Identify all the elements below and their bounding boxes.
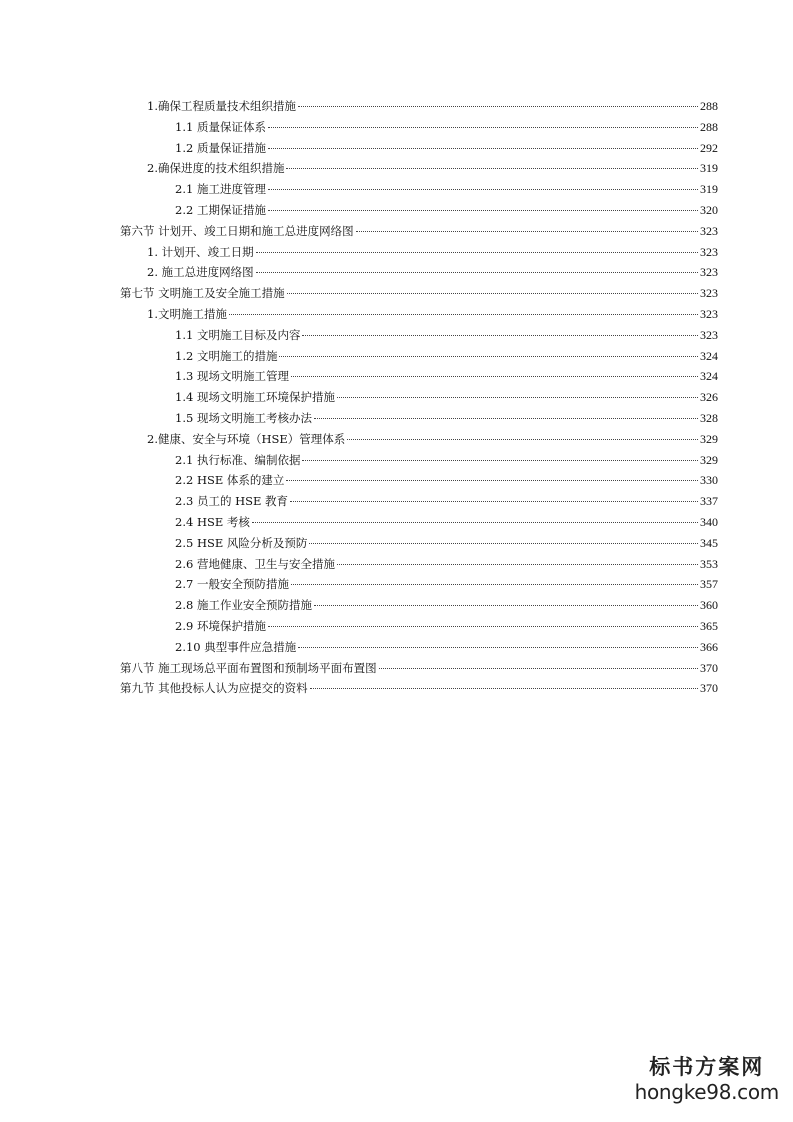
toc-entry-page: 323 — [700, 286, 718, 301]
toc-entry-title: 2.9 环境保护措施 — [175, 618, 266, 633]
toc-entry-page: 292 — [700, 140, 718, 155]
toc-entry[interactable] — [120, 512, 718, 533]
toc-section[interactable] — [120, 658, 718, 679]
toc-entry-title: 2.1 执行标准、编制依据 — [175, 452, 301, 467]
toc-entry[interactable] — [120, 616, 718, 637]
toc-entry-page: 326 — [700, 390, 718, 405]
toc-entry-title: 2.健康、安全与环境（HSE）管理体系 — [147, 431, 346, 446]
toc-entry-page: 329 — [700, 431, 718, 446]
toc-entry[interactable] — [120, 554, 718, 575]
toc-entry[interactable] — [120, 158, 718, 179]
toc-entry-page: 370 — [700, 660, 718, 675]
toc-entry-page: 360 — [700, 598, 718, 613]
toc-section[interactable] — [120, 283, 718, 304]
dot-leader — [337, 397, 698, 398]
toc-entry[interactable] — [120, 533, 718, 554]
toc-entry-page: 324 — [700, 348, 718, 363]
toc-entry-title: 2.7 一般安全预防措施 — [175, 577, 289, 592]
toc-entry-title: 1.2 质量保证措施 — [175, 140, 266, 155]
toc-entry[interactable] — [120, 574, 718, 595]
toc-entry-page: 370 — [700, 681, 718, 696]
dot-leader — [302, 460, 698, 461]
toc-entry[interactable] — [120, 366, 718, 387]
toc-entry[interactable] — [120, 387, 718, 408]
toc-entry-page: 323 — [700, 223, 718, 238]
toc-entry[interactable] — [120, 179, 718, 200]
dot-leader — [268, 189, 698, 190]
dot-leader — [268, 626, 698, 627]
dot-leader — [309, 543, 698, 544]
table-of-contents — [120, 96, 718, 699]
watermark-url: hongke98.com — [634, 1080, 779, 1104]
toc-entry-page: 323 — [700, 244, 718, 259]
dot-leader — [268, 148, 698, 149]
toc-entry-page: 323 — [700, 327, 718, 342]
dot-leader — [298, 106, 698, 107]
toc-entry-page: 323 — [700, 306, 718, 321]
toc-entry-page: 324 — [700, 369, 718, 384]
dot-leader — [291, 584, 698, 585]
dot-leader — [347, 439, 698, 440]
toc-entry[interactable] — [120, 242, 718, 263]
dot-leader — [256, 252, 698, 253]
toc-entry-page: 366 — [700, 639, 718, 654]
dot-leader — [310, 688, 698, 689]
toc-entry-page: 329 — [700, 452, 718, 467]
toc-entry-title: 2.10 典型事件应急措施 — [175, 639, 297, 654]
toc-entry-title: 1.2 文明施工的措施 — [175, 348, 278, 363]
toc-section[interactable] — [120, 678, 718, 699]
toc-entry-page: 345 — [700, 535, 718, 550]
toc-entry[interactable] — [120, 304, 718, 325]
toc-entry[interactable] — [120, 96, 718, 117]
dot-leader — [286, 168, 698, 169]
toc-entry[interactable] — [120, 491, 718, 512]
dot-leader — [256, 272, 698, 273]
toc-entry[interactable] — [120, 346, 718, 367]
toc-entry-page: 323 — [700, 265, 718, 280]
dot-leader — [314, 418, 698, 419]
toc-entry-title: 1.确保工程质量技术组织措施 — [147, 99, 296, 113]
dot-leader — [286, 480, 698, 481]
dot-leader — [229, 314, 698, 315]
dot-leader — [302, 335, 698, 336]
toc-entry-title: 2.8 施工作业安全预防措施 — [175, 598, 312, 613]
watermark-title: 标书方案网 — [649, 1054, 765, 1079]
toc-entry-title: 1.1 文明施工目标及内容 — [175, 327, 301, 342]
toc-entry-title: 2.4 HSE 考核 — [175, 514, 250, 529]
toc-entry-page: 365 — [700, 618, 718, 633]
toc-entry-title: 2.确保进度的技术组织措施 — [147, 161, 285, 176]
site-watermark — [635, 1054, 779, 1104]
toc-entry-page: 288 — [700, 119, 718, 134]
toc-entry[interactable] — [120, 470, 718, 491]
toc-entry[interactable] — [120, 200, 718, 221]
dot-leader — [268, 127, 698, 128]
toc-entry-title: 第六节 计划开、竣工日期和施工总进度网络图 — [120, 223, 354, 238]
toc-entry[interactable] — [120, 595, 718, 616]
toc-entry-title: 2.6 营地健康、卫生与安全措施 — [175, 556, 335, 571]
toc-entry-title: 1.文明施工措施 — [147, 306, 227, 321]
toc-entry-page: 320 — [700, 202, 718, 217]
toc-entry[interactable] — [120, 408, 718, 429]
dot-leader — [252, 522, 698, 523]
dot-leader — [356, 231, 698, 232]
toc-entry-title: 1.1 质量保证体系 — [175, 119, 266, 134]
toc-entry-title: 2.2 HSE 体系的建立 — [175, 473, 285, 488]
toc-entry-title: 第七节 文明施工及安全施工措施 — [120, 286, 285, 301]
toc-entry-page: 337 — [700, 494, 718, 509]
dot-leader — [337, 564, 698, 565]
toc-entry-page: 340 — [700, 514, 718, 529]
toc-entry[interactable] — [120, 429, 718, 450]
toc-entry-title: 2.3 员工的 HSE 教育 — [175, 494, 289, 509]
dot-leader — [279, 356, 698, 357]
toc-entry-page: 353 — [700, 556, 718, 571]
toc-entry-title: 1.3 现场文明施工管理 — [175, 369, 289, 384]
toc-entry-title: 第九节 其他投标人认为应提交的资料 — [120, 681, 308, 696]
toc-entry[interactable] — [120, 138, 718, 159]
toc-entry-title: 1.5 现场文明施工考核办法 — [175, 410, 312, 425]
toc-entry-page: 319 — [700, 182, 718, 197]
dot-leader — [314, 605, 698, 606]
dot-leader — [291, 376, 698, 377]
toc-entry-title: 2.1 施工进度管理 — [175, 182, 266, 197]
dot-leader — [379, 668, 698, 669]
toc-entry-title: 1.4 现场文明施工环境保护措施 — [175, 390, 335, 405]
toc-entry-page: 330 — [700, 473, 718, 488]
toc-entry-page: 328 — [700, 410, 718, 425]
toc-entry[interactable] — [120, 450, 718, 471]
toc-entry-page: 357 — [700, 577, 718, 592]
dot-leader — [268, 210, 698, 211]
toc-entry[interactable] — [120, 117, 718, 138]
toc-entry[interactable] — [120, 637, 718, 658]
toc-entry-page: 288 — [700, 99, 718, 113]
toc-entry-page: 319 — [700, 161, 718, 176]
toc-entry-title: 1. 计划开、竣工日期 — [147, 244, 254, 259]
toc-section[interactable] — [120, 221, 718, 242]
toc-entry[interactable] — [120, 262, 718, 283]
toc-entry-title: 2.5 HSE 风险分析及预防 — [175, 535, 308, 550]
dot-leader — [298, 647, 698, 648]
toc-entry-title: 2.2 工期保证措施 — [175, 202, 266, 217]
dot-leader — [287, 293, 698, 294]
toc-entry[interactable] — [120, 325, 718, 346]
dot-leader — [290, 501, 698, 502]
toc-entry-title: 2. 施工总进度网络图 — [147, 265, 254, 280]
toc-entry-title: 第八节 施工现场总平面布置图和预制场平面布置图 — [120, 660, 377, 675]
